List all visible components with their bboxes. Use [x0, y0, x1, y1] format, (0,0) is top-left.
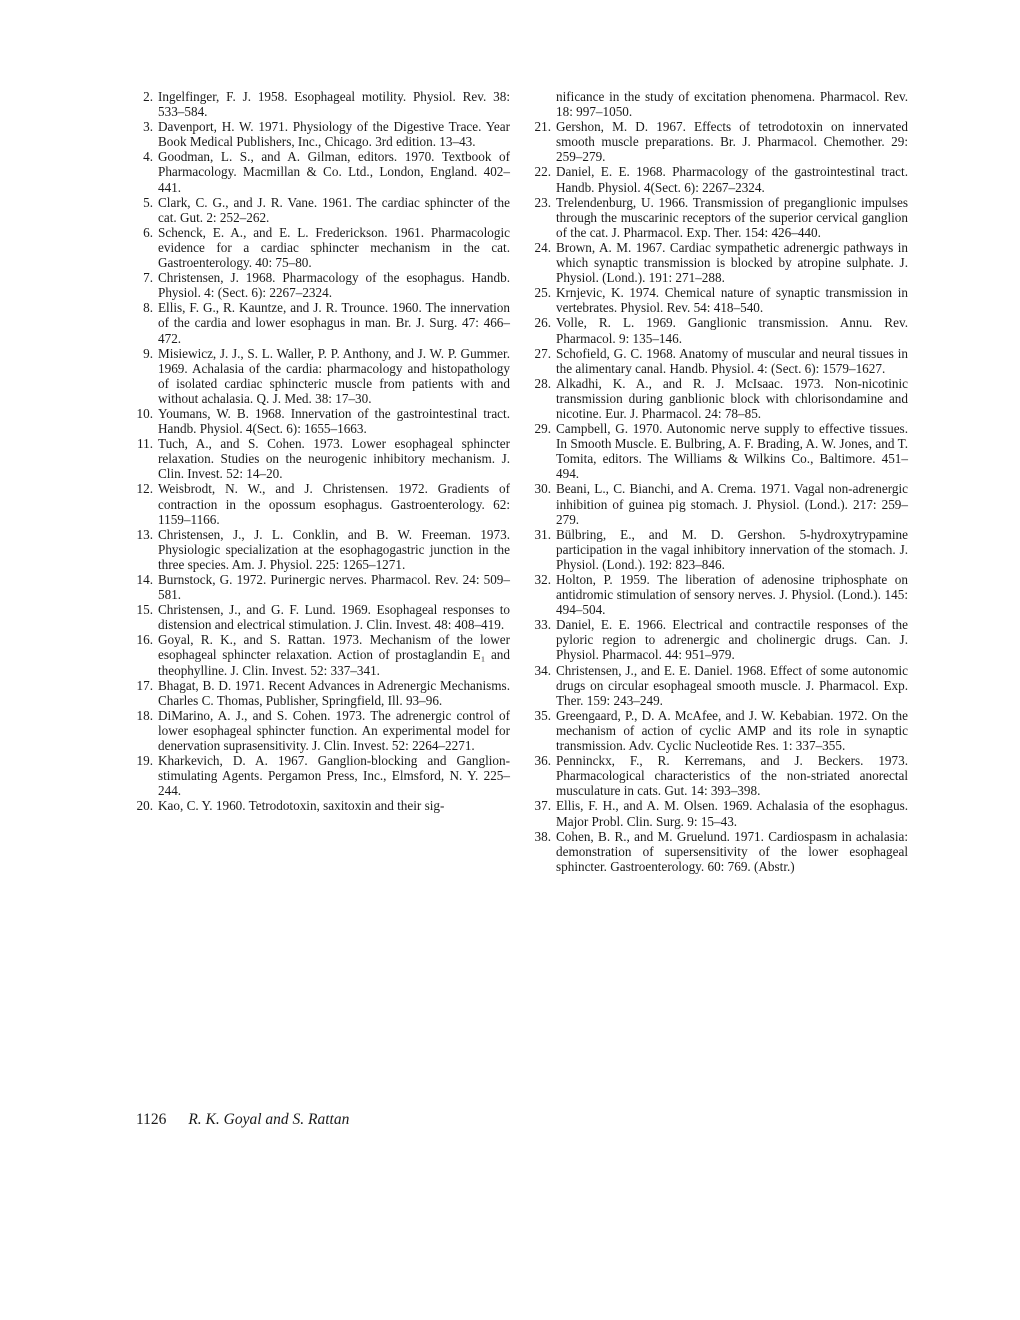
reference-item	[136, 149, 510, 194]
reference-text: Christensen, J. 1968. Pharmacology of the esophagus. Handb. Physiol. 4: (Sect. 6): 2267–2324.	[158, 270, 510, 301]
reference-item	[136, 572, 510, 602]
reference-number: 30.	[534, 481, 551, 497]
reference-number: 38.	[534, 828, 551, 844]
reference-item	[136, 708, 510, 753]
reference-text: Alkadhi, K. A., and R. J. McIsaac. 1973. Non-nicotinic transmission during ganblionic block with chlorisondamine and nicotine. Eur. J. Pharmacol. 24: 78–85.	[556, 375, 908, 421]
reference-number: 13.	[136, 526, 153, 542]
reference-item	[136, 527, 510, 572]
reference-text: Bhagat, B. D. 1971. Recent Advances in Adrenergic Mechanisms. Charles C. Thomas, Publisher, Springfield, Ill. 93–96.	[158, 677, 510, 708]
reference-text: Volle, R. L. 1969. Ganglionic transmission. Annu. Rev. Pharmacol. 9: 135–146.	[556, 315, 908, 346]
running-authors: R. K. Goyal and S. Rattan	[188, 1111, 350, 1128]
reference-text: Brown, A. M. 1967. Cardiac sympathetic adrenergic pathways in which synaptic transmission is blocked by atropine sulphate. J. Physiol. (Lond.). 191: 271–288.	[556, 239, 908, 286]
reference-number: 7.	[143, 270, 153, 286]
reference-item	[534, 195, 908, 240]
reference-text: Gershon, M. D. 1967. Effects of tetrodotoxin on innervated smooth muscle preparations. Br. J. Pharmacol. Chemother. 29: 259–279.	[556, 119, 908, 165]
reference-text: Schofield, G. C. 1968. Anatomy of muscular and neural tissues in the alimentary canal. Handb. Physiol. 4: (Sect. 6): 1579–1627.	[556, 345, 908, 376]
reference-text: Clark, C. G., and J. R. Vane. 1961. The cardiac sphincter of the cat. Gut. 2: 252–262.	[158, 194, 510, 225]
reference-continuation: nificance in the study of excitation phenomena. Pharmacol. Rev. 18: 997–1050.	[556, 89, 908, 120]
reference-number: 2.	[143, 89, 153, 104]
reference-item	[534, 572, 908, 617]
reference-number: 11.	[137, 436, 153, 452]
reference-text: Kao, C. Y. 1960. Tetrodotoxin, saxitoxin and their sig-	[158, 798, 445, 814]
reference-text: Ellis, F. G., R. Kauntze, and J. R. Trounce. 1960. The innervation of the cardia and lower esophagus in man. Br. J. Surg. 47: 466–472.	[158, 300, 510, 346]
reference-number: 3.	[143, 119, 153, 135]
reference-number: 12.	[136, 481, 153, 497]
reference-number: 22.	[534, 164, 551, 180]
reference-item	[136, 436, 510, 481]
reference-item	[136, 406, 510, 436]
reference-text: Burnstock, G. 1972. Purinergic nerves. Pharmacol. Rev. 24: 509–581.	[158, 572, 510, 603]
reference-item	[534, 346, 908, 376]
reference-number: 33.	[534, 617, 551, 633]
reference-list-left	[136, 89, 510, 814]
reference-text: Cohen, B. R., and M. Gruelund. 1971. Cardiospasm in achalasia: demonstration of supersensitivity of the lower esophageal sphincter. Gastroenterology. 60: 769. (Abstr.)	[556, 828, 908, 874]
reference-text: Penninckx, F., R. Kerremans, and J. Beckers. 1973. Pharmacological characteristics of the non-striated anorectal musculature in cats. Gut. 14: 393–398.	[556, 753, 908, 799]
reference-number: 27.	[534, 345, 551, 361]
reference-text: Christensen, J., and G. F. Lund. 1969. Esophageal responses to distension and electrical stimulation. J. Clin. Invest. 48: 408–419.	[158, 602, 510, 633]
reference-text: DiMarino, A. J., and S. Cohen. 1973. The adrenergic control of lower esophageal sphincter function. An experimental model for denervation suprasensitivity. J. Clin. Invest. 52: 2264–2271.	[158, 707, 510, 754]
reference-text: Trelendenburg, U. 1966. Transmission of preganglionic impulses through the muscarinic receptors of the superior cervical ganglion of the cat. J. Pharmacol. Exp. Ther. 154: 426–440.	[556, 194, 908, 240]
reference-item	[534, 164, 908, 194]
reference-number: 31.	[534, 526, 551, 542]
reference-item	[534, 481, 908, 526]
reference-item	[534, 527, 908, 572]
reference-number: 23.	[534, 194, 551, 210]
reference-number: 14.	[136, 572, 153, 587]
reference-number: 20.	[136, 798, 153, 814]
reference-number: 4.	[143, 149, 153, 165]
reference-item	[136, 225, 510, 270]
reference-item	[534, 798, 908, 828]
reference-number: 17.	[136, 677, 153, 693]
reference-text: Goodman, L. S., and A. Gilman, editors. 1970. Textbook of Pharmacology. Macmillan & Co. Ltd., London, England. 402–441.	[158, 149, 510, 195]
reference-number: 19.	[136, 753, 153, 769]
reference-item	[136, 346, 510, 406]
reference-text: Christensen, J., and E. E. Daniel. 1968. Effect of some autonomic drugs on circular esophageal smooth muscle. J. Pharmacol. Exp. Ther. 159: 243–249.	[556, 662, 908, 708]
reference-text: Schenck, E. A., and E. L. Frederickson. 1961. Pharmacologic evidence for a cardiac sphincter mechanism in the cat. Gastroenterology. 40: 75–80.	[158, 224, 510, 271]
reference-item	[136, 300, 510, 345]
reference-item	[136, 195, 510, 225]
reference-item	[136, 678, 510, 708]
reference-item	[136, 481, 510, 526]
reference-list-right-column	[534, 89, 908, 874]
reference-number: 24.	[534, 239, 551, 255]
reference-number: 34.	[534, 662, 551, 678]
reference-text: Goyal, R. K., and S. Rattan. 1973. Mechanism of the lower esophageal sphincter relaxation. Action of prostaglandin E₁ and theophylline. J. Clin. Invest. 52: 337–341.	[158, 632, 510, 678]
reference-item	[534, 240, 908, 285]
reference-item	[136, 753, 510, 798]
reference-text: Daniel, E. E. 1966. Electrical and contractile responses of the pyloric region to adrenergic and cholinergic drugs. Can. J. Physiol. Pharmacol. 44: 951–979.	[556, 617, 908, 663]
reference-item	[136, 119, 510, 149]
page-number: 1126	[136, 1111, 167, 1128]
reference-number: 25.	[534, 285, 551, 301]
reference-number: 9.	[143, 345, 153, 361]
reference-number: 5.	[143, 194, 153, 210]
reference-item	[136, 89, 510, 119]
reference-text: Daniel, E. E. 1968. Pharmacology of the gastrointestinal tract. Handb. Physiol. 4(Sect. 6): 2267–2324.	[556, 164, 908, 195]
reference-number: 37.	[534, 798, 551, 814]
reference-text: Weisbrodt, N. W., and J. Christensen. 1972. Gradients of contraction in the opossum esophagus. Gastroenterology. 62: 1159–1166.	[158, 481, 510, 527]
reference-text: Greengaard, P., D. A. McAfee, and J. W. Kebabian. 1972. On the mechanism of action of cyclic AMP and its role in synaptic transmission. Adv. Cyclic Nucleotide Res. 1: 337–355.	[556, 707, 908, 754]
reference-item	[534, 617, 908, 662]
reference-text: Davenport, H. W. 1971. Physiology of the Digestive Trace. Year Book Medical Publishers, Inc., Chicago. 3rd edition. 13–43.	[158, 119, 510, 150]
reference-item	[534, 119, 908, 164]
reference-item	[534, 376, 908, 421]
reference-number: 26.	[534, 315, 551, 331]
reference-item	[534, 708, 908, 753]
reference-item	[534, 829, 908, 874]
reference-number: 29.	[534, 421, 551, 437]
reference-item	[136, 270, 510, 300]
reference-list-right	[534, 119, 908, 874]
reference-item	[136, 602, 510, 632]
page-footer	[136, 1110, 349, 1130]
reference-item	[534, 753, 908, 798]
reference-number: 35.	[534, 707, 551, 723]
reference-number: 15.	[136, 602, 153, 618]
reference-text: Krnjevic, K. 1974. Chemical nature of synaptic transmission in vertebrates. Physiol. Rev. 54: 418–540.	[556, 285, 908, 316]
reference-text: Campbell, G. 1970. Autonomic nerve supply to effective tissues. In Smooth Muscle. E. Bulbring, A. F. Brading, A. W. Jones, and T. Tomita, editors. The Williams & Wilkins Co., Baltimore. 451–494.	[556, 421, 908, 482]
reference-text: Ellis, F. H., and A. M. Olsen. 1969. Achalasia of the esophagus. Major Probl. Clin. Surg. 9: 15–43.	[556, 798, 908, 829]
reference-text: Beani, L., C. Bianchi, and A. Crema. 1971. Vagal non-adrenergic inhibition of guinea pig stomach. J. Physiol. (Lond.). 217: 259–279.	[556, 481, 908, 527]
reference-text: Ingelfinger, F. J. 1958. Esophageal motility. Physiol. Rev. 38: 533–584.	[158, 89, 510, 120]
reference-number: 18.	[136, 707, 153, 723]
reference-number: 10.	[136, 405, 153, 421]
reference-item	[534, 663, 908, 708]
reference-item	[136, 632, 510, 677]
reference-number: 6.	[143, 224, 153, 240]
reference-text: Kharkevich, D. A. 1967. Ganglion-blocking and Ganglion-stimulating Agents. Pergamon Press, Inc., Elmsford, N. Y. 225–244.	[158, 753, 510, 799]
reference-number: 21.	[534, 119, 551, 135]
reference-number: 8.	[143, 300, 153, 316]
reference-text: Tuch, A., and S. Cohen. 1973. Lower esophageal sphincter relaxation. Studies on the neurogenic inhibitory mechanism. J. Clin. Invest. 52: 14–20.	[158, 436, 510, 482]
reference-number: 16.	[136, 632, 153, 648]
reference-text: Holton, P. 1959. The liberation of adenosine triphosphate on antidromic stimulation of sensory nerves. J. Physiol. (Lond.). 145: 494–504.	[556, 572, 908, 618]
reference-text: Youmans, W. B. 1968. Innervation of the gastrointestinal tract. Handb. Physiol. 4(Sect. 6): 1655–1663.	[158, 405, 510, 437]
reference-item	[136, 798, 510, 813]
reference-item	[534, 285, 908, 315]
reference-item	[534, 315, 908, 345]
reference-number: 36.	[534, 753, 551, 769]
reference-item	[534, 421, 908, 481]
reference-number: 28.	[534, 375, 551, 391]
reference-text: Bülbring, E., and M. D. Gershon. 5-hydroxytrypamine participation in the vagal inhibitory innervation of the stomach. J. Physiol. (Lond.). 192: 823–846.	[556, 526, 908, 572]
reference-number: 32.	[534, 572, 551, 587]
reference-text: Misiewicz, J. J., S. L. Waller, P. P. Anthony, and J. W. P. Gummer. 1969. Achalasia of the cardia: pharmacology and histopathology of isolated cardiac sphincteric muscle from patients with and without achalasia. Q. J. Med. 38: 17–30.	[158, 345, 510, 406]
reference-text: Christensen, J., J. L. Conklin, and B. W. Freeman. 1973. Physiologic specialization at the esophagogastric junction in the three species. Am. J. Physiol. 225: 1265–1271.	[158, 526, 510, 572]
